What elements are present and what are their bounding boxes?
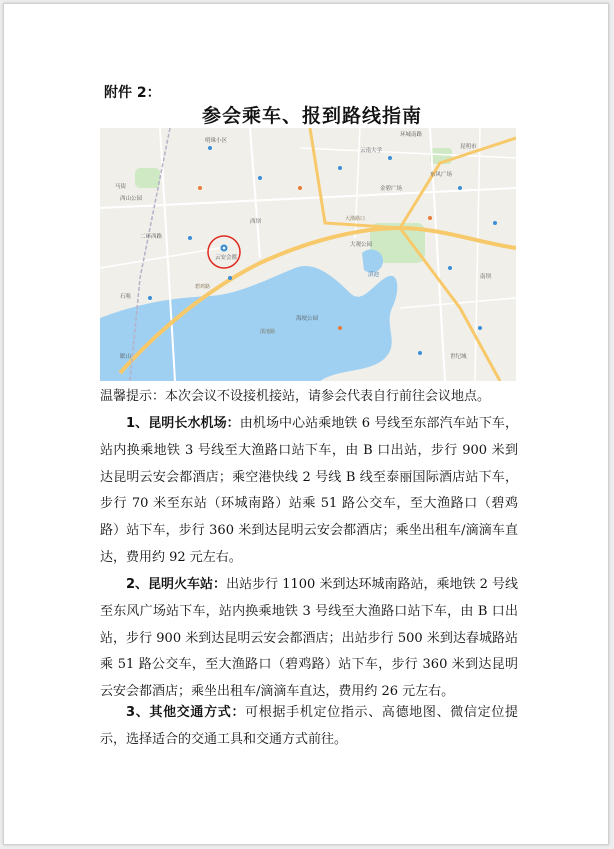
map-canvas — [100, 128, 516, 381]
map-label-dianchi: 滇池 — [368, 272, 380, 278]
tip-paragraph: 温馨提示：本次会议不设接机接站，请参会代表自行前往会议地点。 — [100, 389, 491, 404]
map-label-1: 明珠小区 — [205, 138, 228, 144]
section-text: 由机场中心站乘地铁 6 号线至东部汽车站下车，站内换乘地铁 3 号线至大渔路口站下车，由 B 口出站，步行 900 米到达昆明云安会都酒店；乘空港快线 2 号线 B 线至泰丽国际酒店站下车，步行 70 米至东站（环城南路）站乘 51 路公交车，至大渔路口（碧鸡路）站下车，步行 360 米到达昆明云安会都酒店；乘坐出租车/滴滴车直达，费用约 92 元左右。 — [100, 416, 519, 565]
location-pin-icon — [221, 245, 228, 252]
map-label-9: 环城南路 — [400, 132, 423, 138]
map-label-15: 眠山 — [120, 354, 132, 360]
map-label-16: 海埂公园 — [296, 316, 319, 322]
section-text: 出站步行 1100 米到达环城南路站，乘地铁 2 号线至东风广场站下车，站内换乘地铁 3 号线至大渔路口站下车，由 B 口出站，步行 900 米到达昆明云安会都酒店；出站步行 500 米到达春城路站乘 51 路公交车，至大渔路口（碧鸡路）站下车，步行 360 米到达昆明云安会都酒店；乘坐出租车/滴滴车直达，费用约 26 元左右。 — [100, 577, 519, 700]
section-train-station — [100, 572, 518, 706]
map-label-2: 马街 — [115, 184, 127, 190]
section-airport — [100, 411, 518, 572]
map-label-7: 昆明市 — [460, 144, 477, 150]
map-label-14: 石咀 — [120, 294, 132, 300]
map-label-18: 滇池路 — [260, 329, 276, 335]
map-label-daguan-park: 大观公园 — [350, 242, 373, 248]
section-other-transport — [100, 700, 518, 754]
map-label-17: 碧鸡路 — [195, 284, 211, 290]
attachment-label: 附件 2： — [104, 85, 161, 101]
section-heading: 1、昆明长水机场： — [126, 416, 240, 431]
map-label-10: 大渔路口 — [345, 216, 366, 222]
section-heading: 3、其他交通方式： — [126, 705, 246, 720]
map-label-8: 南坝 — [480, 274, 492, 280]
section-text: 可根据手机定位指示、高德地图、微信定位提示，选择适合的交通工具和交通方式前往。 — [100, 705, 518, 747]
section-heading: 2、昆明火车站： — [126, 577, 227, 592]
map-label-3: 西山公园 — [120, 196, 143, 202]
map-label-11: 二环西路 — [140, 234, 163, 240]
route-map — [100, 128, 516, 381]
map-label-12: 金碧广场 — [380, 186, 403, 192]
venue-label: 云安会都 — [215, 255, 238, 261]
map-label-6: 世纪城 — [450, 354, 467, 360]
map-label-5: 云南大学 — [360, 148, 383, 154]
map-label-13: 西坝 — [250, 219, 262, 225]
page-title: 参会乘车、报到路线指南 — [201, 105, 422, 127]
map-label-4: 东风广场 — [430, 172, 453, 178]
